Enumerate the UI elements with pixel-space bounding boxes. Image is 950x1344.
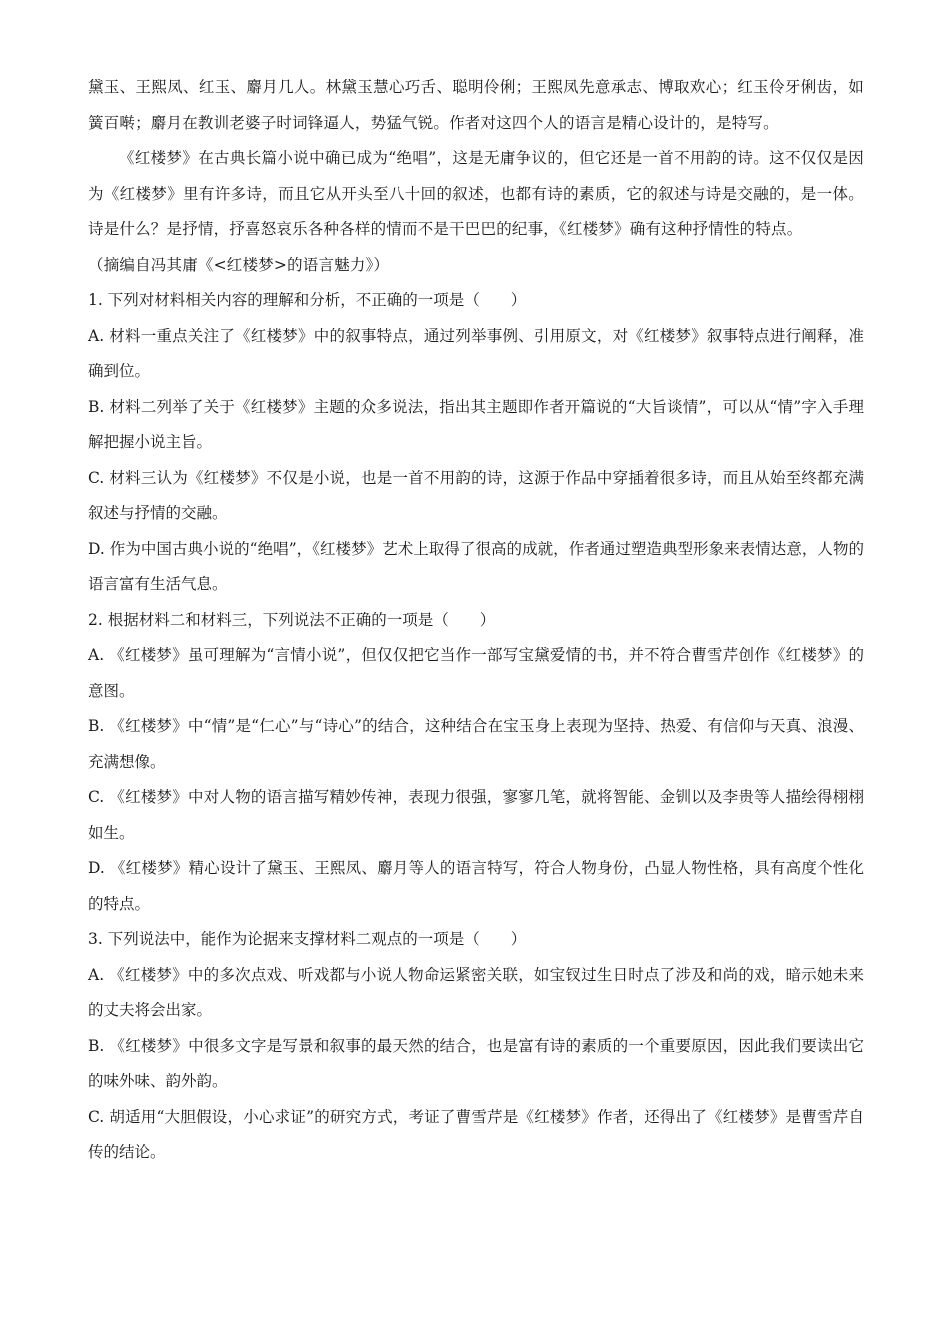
question-option-c: C. 胡适用“大胆假设，小心求证”的研究方式，考证了曹雪芹是《红楼梦》作者，还得出了《红楼梦》是曹雪芹自传的结论。: [88, 1107, 864, 1161]
passage-paragraph-2: 《红楼梦》在古典长篇小说中确已成为“绝唱”，这是无庸争议的，但它还是一首不用韵的诗。这不仅仅是因为《红楼梦》里有许多诗，而且它从开头至八十回的叙述，也都有诗的素质，它的叙述与诗是交融的，是一体。诗是什么？是抒情，抒喜怒哀乐各种各样的情而不是干巴巴的纪事，《红楼梦》确有这种抒情性的特点。: [88, 149, 864, 238]
question-3: [88, 922, 864, 1171]
question-option-c: C. 材料三认为《红楼梦》不仅是小说，也是一首不用韵的诗，这源于作品中穿插着很多诗，而且从始至终都充满叙述与抒情的交融。: [88, 468, 864, 522]
question-option-d: D. 《红楼梦》精心设计了黛玉、王熙凤、麝月等人的语言特写，符合人物身份，凸显人物性格，具有高度个性化的特点。: [88, 859, 864, 913]
question-option-a: A. 《红楼梦》虽可理解为“言情小说”，但仅仅把它当作一部写宝黛爱情的书，并不符合曹雪芹创作《红楼梦》的意图。: [88, 646, 864, 700]
exam-page: [88, 70, 864, 1171]
question-1: [88, 283, 864, 603]
question-list: [88, 283, 864, 1171]
reading-passage: [88, 70, 864, 283]
question-option-c: C. 《红楼梦》中对人物的语言描写精妙传神，表现力很强，寥寥几笔，就将智能、金钏以及李贵等人描绘得栩栩如生。: [88, 788, 864, 842]
question-stem: 3. 下列说法中，能作为论据来支撑材料二观点的一项是（ ）: [88, 930, 527, 948]
question-option-b: B. 《红楼梦》中“情”是“仁心”与“诗心”的结合，这种结合在宝玉身上表现为坚持、热爱、有信仰与天真、浪漫、充满想像。: [88, 717, 864, 771]
question-option-a: A. 材料一重点关注了《红楼梦》中的叙事特点，通过列举事例、引用原文，对《红楼梦》叙事特点进行阐释，准确到位。: [88, 326, 864, 380]
question-option-a: A. 《红楼梦》中的多次点戏、听戏都与小说人物命运紧密关联，如宝钗过生日时点了涉及和尚的戏，暗示她未来的丈夫将会出家。: [88, 965, 864, 1019]
question-2: [88, 603, 864, 923]
question-option-d: D. 作为中国古典小说的“绝唱”，《红楼梦》艺术上取得了很高的成就，作者通过塑造典型形象来表情达意，人物的语言富有生活气息。: [88, 539, 864, 593]
passage-source: （摘编自冯其庸《<红楼梦>的语言魅力》）: [88, 255, 390, 274]
question-option-b: B. 《红楼梦》中很多文字是写景和叙事的最天然的结合，也是富有诗的素质的一个重要原因，因此我们要读出它的味外味、韵外韵。: [88, 1036, 864, 1090]
passage-paragraph-1: 黛玉、王熙凤、红玉、麝月几人。林黛玉慧心巧舌、聪明伶俐；王熙凤先意承志、博取欢心；红玉伶牙俐齿，如簧百啭；麝月在教训老婆子时词锋逼人，势猛气锐。作者对这四个人的语言是精心设计的，是特写。: [88, 78, 864, 132]
question-stem: 1. 下列对材料相关内容的理解和分析，不正确的一项是（ ）: [88, 291, 527, 309]
question-option-b: B. 材料二列举了关于《红楼梦》主题的众多说法，指出其主题即作者开篇说的“大旨谈情”，可以从“情”字入手理解把握小说主旨。: [88, 397, 864, 451]
question-stem: 2. 根据材料二和材料三，下列说法不正确的一项是（ ）: [88, 610, 496, 629]
